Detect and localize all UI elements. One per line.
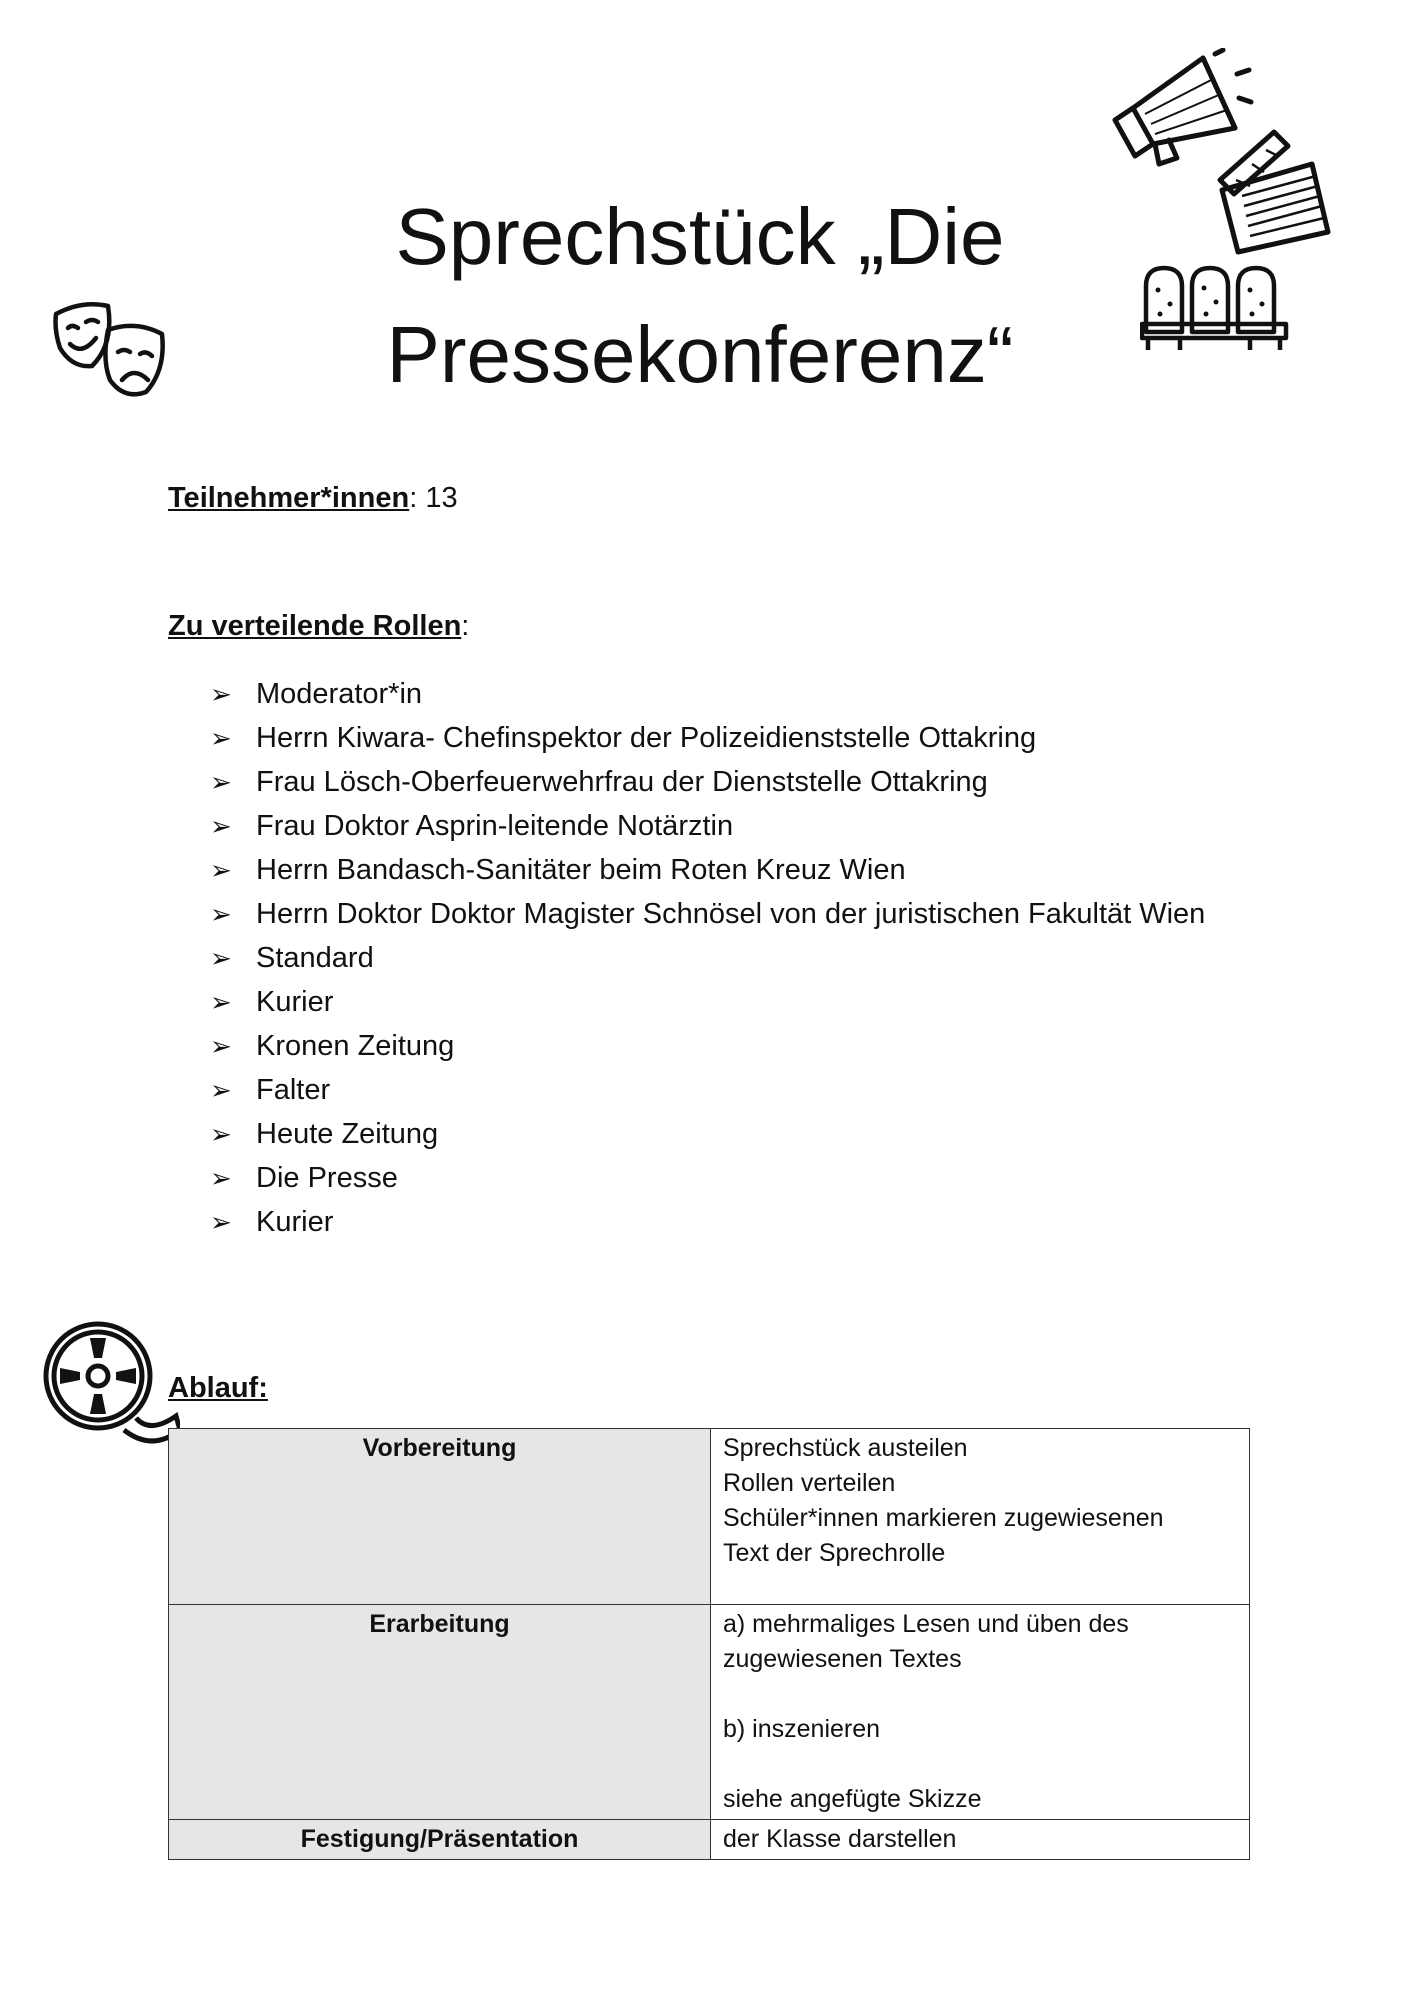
phase-cell: Erarbeitung [169,1605,711,1820]
roles-heading-separator: : [461,610,470,642]
list-item [210,1024,1240,1068]
roles-heading-label: Zu verteilende Rollen [168,610,462,642]
arrow-bullet-icon: ➢ [210,855,232,885]
table-row [169,1429,1250,1605]
role-text: Frau Doktor Asprin-leitende Notärztin [256,810,734,842]
arrow-bullet-icon: ➢ [210,811,232,841]
roles-list [210,672,1240,1244]
role-text: Kurier [256,1206,334,1238]
table-row [169,1605,1250,1820]
role-text: Frau Lösch-Oberfeuerwehrfrau der Dienststelle Ottakring [256,766,988,798]
table-row [169,1820,1250,1860]
ablauf-table [168,1428,1250,1860]
phase-cell: Festigung/Präsentation [169,1820,711,1860]
title-line-1: Sprechstück „Die [395,192,1005,281]
activity-cell [711,1820,1250,1860]
role-text: Die Presse [256,1162,398,1194]
arrow-bullet-icon: ➢ [210,1207,232,1237]
participants-info [168,482,458,515]
activity-line [723,1747,1237,1782]
film-reel-icon [40,1318,180,1458]
role-text: Herrn Doktor Doktor Magister Schnösel von der juristischen Fakultät Wien [256,898,1206,930]
participants-label: Teilnehmer*innen [168,482,410,514]
list-item [210,1112,1240,1156]
role-text: Kurier [256,986,334,1018]
theater-masks-icon [52,300,172,412]
list-item [210,980,1240,1024]
arrow-bullet-icon: ➢ [210,679,232,709]
activity-line: a) mehrmaliges Lesen und üben des [723,1610,1129,1638]
activity-cell [711,1429,1250,1605]
list-item [210,672,1240,716]
arrow-bullet-icon: ➢ [210,899,232,929]
page-title [300,178,1100,414]
participants-count: 13 [425,482,458,514]
role-text: Standard [256,942,374,974]
theater-seats-icon [1140,262,1290,354]
list-item [210,848,1240,892]
phase-cell: Vorbereitung [169,1429,711,1605]
arrow-bullet-icon: ➢ [210,723,232,753]
title-line-2: Pressekonferenz“ [386,310,1014,399]
activity-line: Schüler*innen markieren zugewiesenen [723,1504,1164,1532]
list-item [210,716,1240,760]
arrow-bullet-icon: ➢ [210,1119,232,1149]
list-item [210,892,1240,936]
role-text: Heute Zeitung [256,1118,439,1150]
role-text: Kronen Zeitung [256,1030,455,1062]
activity-cell [711,1605,1250,1820]
ablauf-heading [168,1372,268,1405]
role-text: Herrn Bandasch-Sanitäter beim Roten Kreuz Wien [256,854,906,886]
activity-line: Rollen verteilen [723,1469,896,1497]
activity-line: siehe angefügte Skizze [723,1785,982,1813]
list-item [210,1068,1240,1112]
list-item [210,936,1240,980]
ablauf-heading-label: Ablauf: [168,1372,268,1404]
activity-line [723,1677,1237,1712]
roles-heading [168,610,469,643]
activity-line: b) inszenieren [723,1715,881,1743]
arrow-bullet-icon: ➢ [210,767,232,797]
list-item [210,804,1240,848]
arrow-bullet-icon: ➢ [210,1075,232,1105]
arrow-bullet-icon: ➢ [210,1163,232,1193]
arrow-bullet-icon: ➢ [210,1031,232,1061]
clapperboard-icon [1212,128,1342,258]
participants-separator: : [409,482,426,514]
activity-line: der Klasse darstellen [723,1825,957,1853]
list-item [210,1200,1240,1244]
activity-line: Text der Sprechrolle [723,1539,946,1567]
role-text: Herrn Kiwara- Chefinspektor der Polizeidienststelle Ottakring [256,722,1037,754]
arrow-bullet-icon: ➢ [210,943,232,973]
list-item [210,1156,1240,1200]
role-text: Falter [256,1074,331,1106]
arrow-bullet-icon: ➢ [210,987,232,1017]
role-text: Moderator*in [256,678,423,710]
list-item [210,760,1240,804]
activity-line: zugewiesenen Textes [723,1645,962,1673]
activity-line: Sprechstück austeilen [723,1434,968,1462]
